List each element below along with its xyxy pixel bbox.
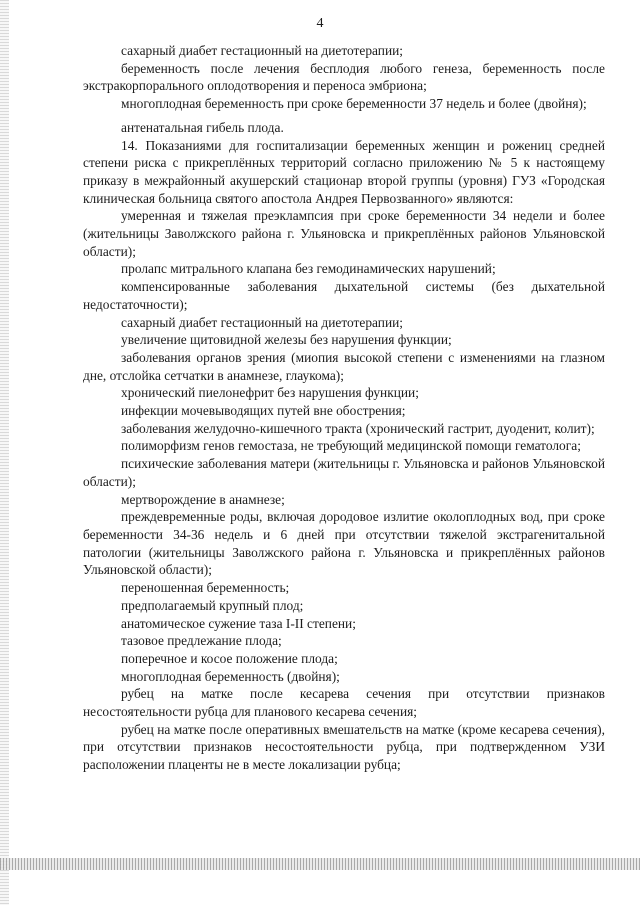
paragraph: сахарный диабет гестационный на диетотерапии; (121, 314, 404, 330)
paragraph: рубец на матке после оперативных вмешательств на матке (кроме кесарева сечения), при отсутствии признаков несостоятельности рубца, при подтвержденном УЗИ расположении плаценты не в месте локализации рубца; (83, 721, 605, 773)
paragraph: преждевременные роды, включая дородовое излитие околоплодных вод, при сроке беременности 34-36 недель и 6 дней при отсутствии тяжелой экстрагенитальной патологии (жительницы Заволжского района г. Ульяновска и прикреплённых районов Ульяновской области); (83, 509, 605, 578)
paragraph: психические заболевания матери (жительницы г. Ульяновска и районов Ульяновской области); (83, 456, 605, 489)
paragraph: анатомическое сужение таза I-II степени; (121, 615, 356, 631)
paragraph: поперечное и косое положение плода; (121, 650, 338, 666)
paragraph: переношенная беременность; (121, 580, 290, 596)
paragraph: беременность после лечения бесплодия любого генеза, беременность после экстракорпорального оплодотворения и переноса эмбриона; (83, 60, 605, 94)
scan-edge-left (0, 0, 9, 905)
paragraph: пролапс митрального клапана без гемодинамических нарушений; (121, 261, 496, 277)
paragraph: многоплодная беременность при сроке беременности 37 недель и более (двойня); (121, 96, 587, 112)
paragraph: предполагаемый крупный плод; (121, 597, 304, 613)
paragraph: заболевания органов зрения (миопия высокой степени с изменениями на глазном дне, отслойка сетчатки в анамнезе, глаукома); (83, 349, 605, 383)
paragraph: сахарный диабет гестационный на диетотерапии; (121, 43, 404, 58)
paragraph: рубец на матке после кесарева сечения при отсутствии признаков несостоятельности рубца для планового кесарева сечения; (83, 686, 605, 720)
paragraph: тазовое предлежание плода; (121, 633, 282, 649)
paragraph: заболевания желудочно-кишечного тракта (хронический гастрит, дуоденит, колит); (121, 420, 595, 436)
paragraph: инфекции мочевыводящих путей вне обострения; (121, 403, 406, 419)
page-number: 4 (316, 16, 324, 31)
paragraph: антенатальная гибель плода. (121, 119, 284, 135)
paragraph: полиморфизм генов гемостаза, не требующий медицинской помощи гематолога; (121, 438, 581, 454)
paragraph: компенсированные заболевания дыхательной системы (без дыхательной недостаточности); (83, 279, 605, 312)
paragraph: увеличение щитовидной железы без нарушения функции; (121, 332, 452, 348)
paragraph: 14. Показаниями для госпитализации беременных женщин и рожениц средней степени риска с прикреплённых территорий согласно приложению № 5 к настоящему приказу в межрайонный акушерский стационар второй группы (уровня) ГУЗ «Городская клиническая больница святого апостола Андрея Первозванного» являются: (83, 137, 605, 206)
paragraph: хронический пиелонефрит без нарушения функции; (121, 385, 419, 401)
paragraph: мертворождение в анамнезе; (121, 491, 285, 507)
paragraph: многоплодная беременность (двойня); (121, 668, 340, 684)
scan-edge-bottom (0, 858, 640, 870)
document-body (83, 42, 605, 774)
paragraph: умеренная и тяжелая преэклампсия при сроке беременности 34 недели и более (жительницы Заволжского района г. Ульяновска и прикреплённых районов Ульяновской области); (83, 208, 605, 259)
